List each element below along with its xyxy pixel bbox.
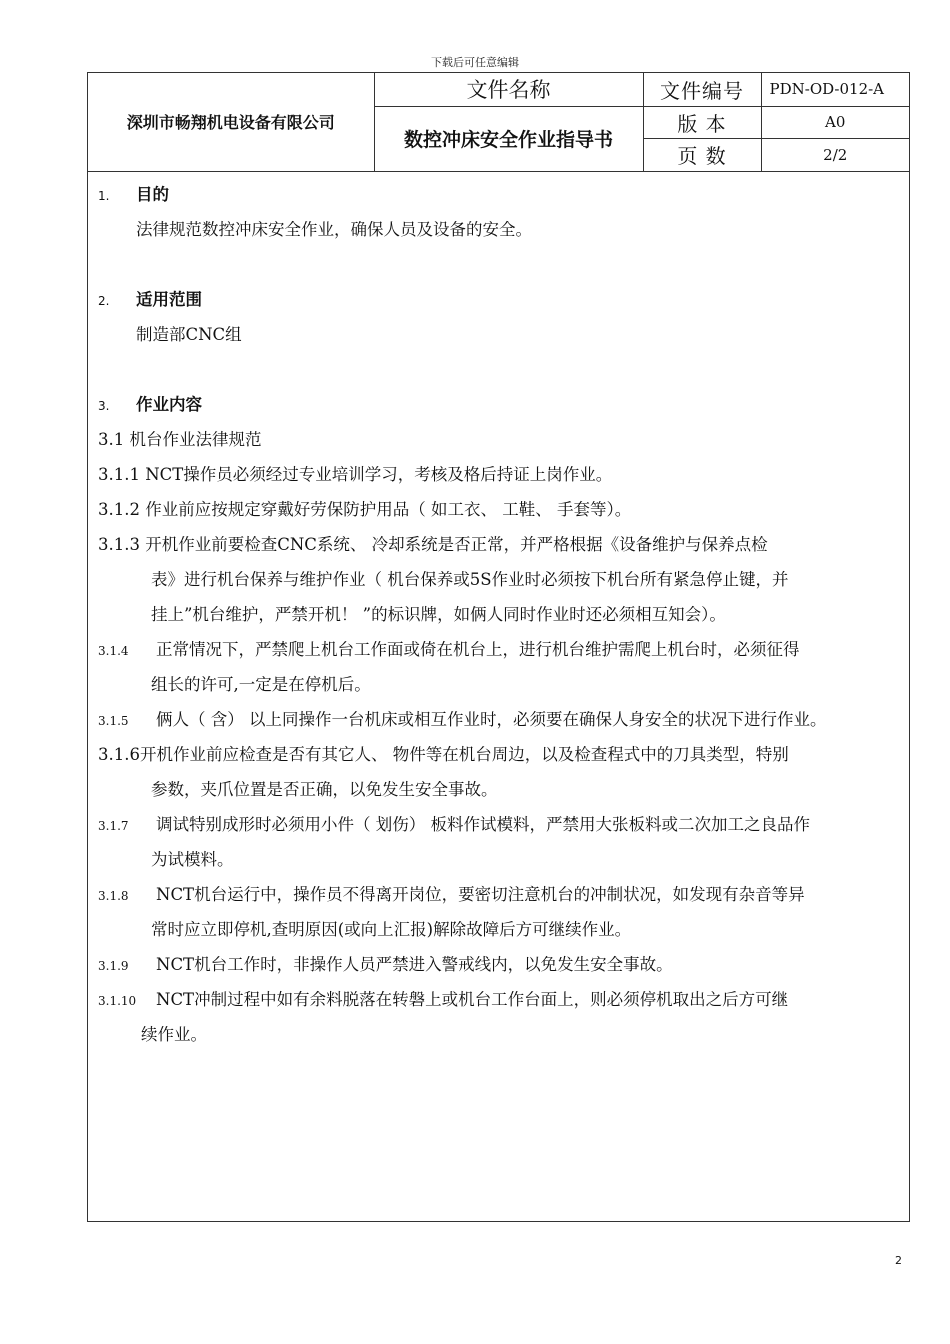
item-3-1-4-line-1 bbox=[98, 636, 800, 660]
item-3-1-5-number: 3.1.5 bbox=[98, 714, 129, 728]
doc-name-label: 文件名称 bbox=[374, 73, 643, 106]
section-1-title: 目的 bbox=[136, 185, 169, 204]
item-3-1-6-line-1: 3.1.6开机作业前应检查是否有其它人、 物件等在机台周边，以及检查程式中的刀具类型，特别 bbox=[98, 745, 789, 764]
section-3-heading bbox=[98, 391, 202, 415]
section-1-heading bbox=[98, 181, 169, 205]
item-3-1-10-text: NCT冲制过程中如有余料脱落在转磐上或机台工作台面上，则必须停机取出之后方可继 bbox=[156, 990, 789, 1009]
item-3-1-10-number: 3.1.10 bbox=[98, 994, 137, 1008]
item-3-1-7-number: 3.1.7 bbox=[98, 819, 129, 833]
section-2-heading bbox=[98, 286, 202, 310]
version-value: A0 bbox=[761, 106, 909, 138]
item-3-1-9-text: NCT机台工作时，非操作人员严禁进入警戒线内，以免发生安全事故。 bbox=[156, 955, 673, 974]
section-2-title: 适用范围 bbox=[136, 290, 202, 309]
version-label: 版 本 bbox=[643, 106, 761, 138]
section-2-text: 制造部CNC组 bbox=[136, 325, 242, 344]
item-3-1-9-line-1 bbox=[98, 951, 673, 975]
item-3-1: 3.1 机台作业法律规范 bbox=[98, 430, 262, 449]
item-3-1-10-line-1 bbox=[98, 986, 788, 1010]
item-3-1-7-text: 调试特别成形时必须用小件（ 划伤） 板料作试模料，严禁用大张板料或二次加工之良品作 bbox=[156, 815, 810, 834]
item-3-1-2: 3.1.2 作业前应按规定穿戴好劳保防护用品（ 如工衣、 工鞋、 手套等）。 bbox=[98, 500, 632, 519]
item-3-1-8-line-2: 常时应立即停机,查明原因(或向上汇报)解除故障后方可继续作业。 bbox=[151, 920, 632, 939]
page-label: 页 数 bbox=[643, 138, 761, 171]
item-3-1-5-line-1 bbox=[98, 706, 827, 730]
item-3-1-8-text: NCT机台运行中，操作员不得离开岗位，要密切注意机台的冲制状况，如发现有杂音等异 bbox=[156, 885, 805, 904]
document-frame bbox=[87, 72, 910, 1222]
item-3-1-5-text: 俩人（ 含） 以上同操作一台机床或相互作业时，必须要在确保人身安全的状况下进行作业。 bbox=[156, 710, 827, 729]
item-3-1-10-line-2: 续作业。 bbox=[141, 1025, 207, 1044]
item-3-1-3-line-3: 挂上”机台维护，严禁开机！ ”的标识牌，如俩人同时作业时还必须相互知会）。 bbox=[151, 605, 726, 624]
page-number: 2 bbox=[895, 1254, 902, 1267]
doc-no-value: PDN-OD-012-A bbox=[761, 73, 909, 106]
section-3-title: 作业内容 bbox=[136, 395, 202, 414]
item-3-1-6-line-2: 参数，夹爪位置是否正确，以免发生安全事故。 bbox=[151, 780, 498, 799]
section-1-number: 1. bbox=[98, 189, 110, 203]
section-2-number: 2. bbox=[98, 294, 110, 308]
item-3-1-8-line-1 bbox=[98, 881, 805, 905]
doc-no-label: 文件编号 bbox=[643, 73, 761, 106]
item-3-1-4-line-2: 组长的许可,一定是在停机后。 bbox=[151, 675, 371, 694]
item-3-1-4-text: 正常情况下，严禁爬上机台工作面或倚在机台上，进行机台维护需爬上机台时，必须征得 bbox=[156, 640, 800, 659]
section-3-number: 3. bbox=[98, 399, 110, 413]
item-3-1-3-line-2: 表》进行机台保养与维护作业（ 机台保养或5S作业时必须按下机台所有紧急停止键，并 bbox=[151, 570, 789, 589]
item-3-1-1: 3.1.1 NCT操作员必须经过专业培训学习，考核及格后持证上岗作业。 bbox=[98, 465, 613, 484]
item-3-1-3-line-1: 3.1.3 开机作业前要检查CNC系统、 冷却系统是否正常，并严格根据《设备维护与保养点检 bbox=[98, 535, 768, 554]
section-1-text: 法律规范数控冲床安全作业，确保人员及设备的安全。 bbox=[136, 220, 532, 239]
top-note: 下载后可任意编辑 bbox=[431, 56, 519, 69]
company-name: 深圳市畅翔机电设备有限公司 bbox=[88, 73, 374, 171]
doc-name-value: 数控冲床安全作业指导书 bbox=[374, 106, 643, 171]
page-value: 2/2 bbox=[761, 138, 909, 171]
item-3-1-7-line-2: 为试模料。 bbox=[151, 850, 234, 869]
header-table bbox=[88, 73, 909, 172]
item-3-1-7-line-1 bbox=[98, 811, 810, 835]
item-3-1-9-number: 3.1.9 bbox=[98, 959, 129, 973]
item-3-1-8-number: 3.1.8 bbox=[98, 889, 129, 903]
item-3-1-4-number: 3.1.4 bbox=[98, 644, 129, 658]
